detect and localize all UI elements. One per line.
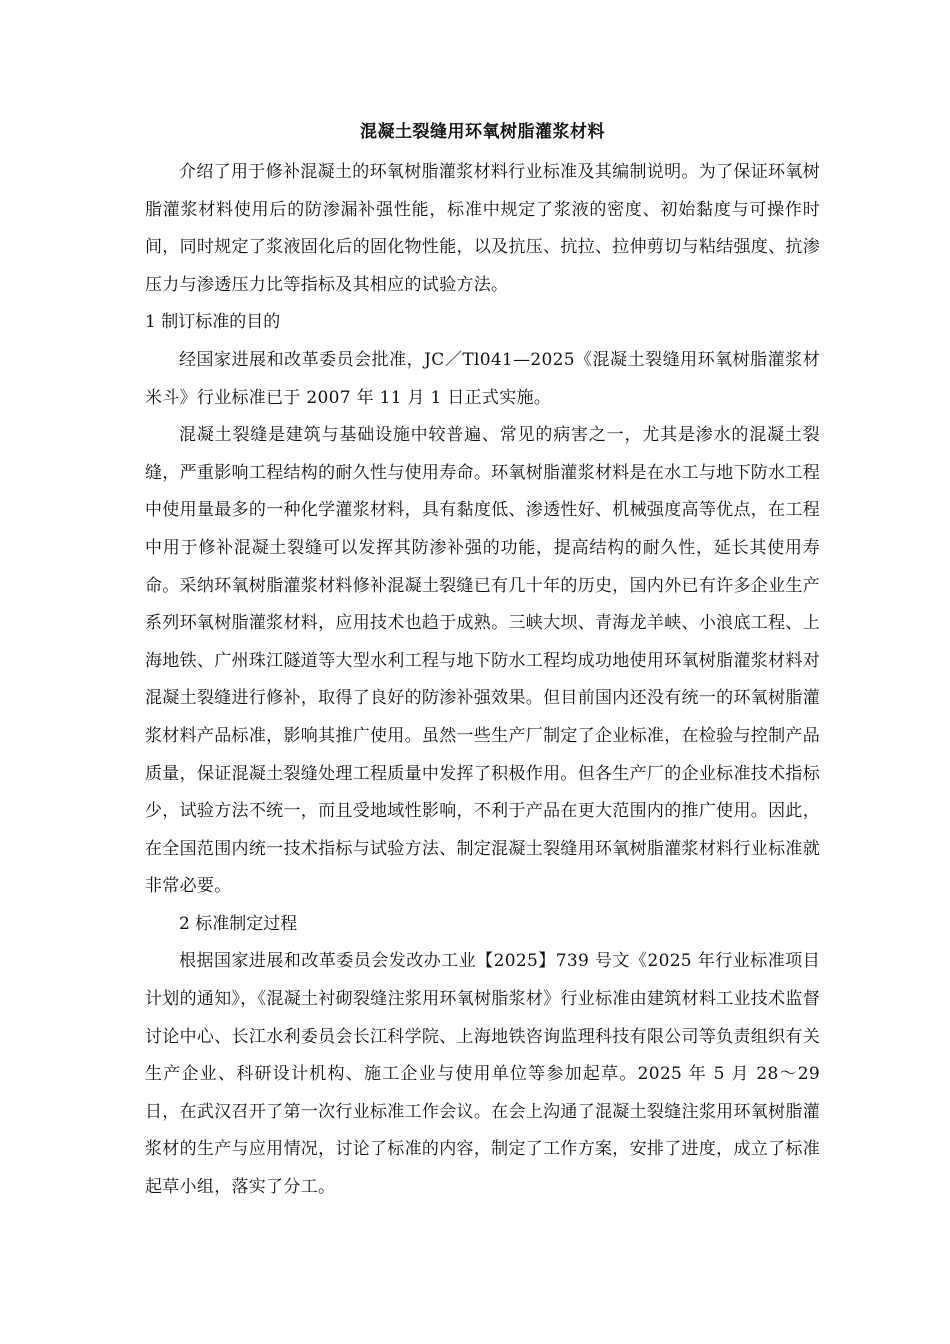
section-1-paragraph-2: 混凝土裂缝是建筑与基础设施中较普遍、常见的病害之一，尤其是渗水的混凝土裂缝，严重影响工程结构的耐久性与使用寿命。环氧树脂灌浆材料是在水工与地下防水工程中使用量最多的一种化学灌浆材料，具有黏度低、渗透性好、机械强度高等优点，在工程中用于修补混凝土裂缝可以发挥其防渗补强的功能，提高结构的耐久性，延长其使用寿命。采纳环氧树脂灌浆材料修补混凝土裂缝已有几十年的历史，国内外已有许多企业生产系列环氧树脂灌浆材料，应用技术也趋于成熟。三峡大坝、青海龙羊峡、小浪底工程、上海地铁、广州珠江隧道等大型水利工程与地下防水工程均成功地使用环氧树脂灌浆材料对混凝土裂缝进行修补，取得了良好的防渗补强效果。但目前国内还没有统一的环氧树脂灌浆材料产品标准，影响其推广使用。虽然一些生产厂制定了企业标准，在检验与控制产品质量，保证混凝土裂缝处理工程质量中发挥了积极作用。但各生产厂的企业标准技术指标少，试验方法不统一，而且受地域性影响，不利于产品在更大范围内的推广使用。因此，在全国范围内统一技术指标与试验方法、制定混凝土裂缝用环氧树脂灌浆材料行业标准就非常必要。 [145,425,820,897]
abstract-paragraph: 介绍了用于修补混凝土的环氧树脂灌浆材料行业标准及其编制说明。为了保证环氧树脂灌浆材料使用后的防渗漏补强性能，标准中规定了浆液的密度、初始黏度与可操作时间，同时规定了浆液固化后的固化物性能，以及抗压、抗拉、拉伸剪切与粘结强度、抗渗压力与渗透压力比等指标及其相应的试验方法。 [145,162,820,295]
section-1-heading: 1 制订标准的目的 [145,312,281,333]
section-2-paragraph-1: 根据国家进展和改革委员会发改办工业【2025】739 号文《2025 年行业标准项目计划的通知》，《混凝土衬砌裂缝注浆用环氧树脂浆材》行业标准由建筑材料工业技术监督讨论中心、长江水利委员会长江科学院、上海地铁咨询监理科技有限公司等负责组织有关生产企业、科研设计机构、施工企业与使用单位等参加起草。2025 年 5 月 28～29 日，在武汉召开了第一次行业标准工作会议。在会上沟通了混凝土裂缝注浆用环氧树脂灌浆材的生产与应用情况，讨论了标准的内容，制定了工作方案，安排了进度，成立了标准起草小组，落实了分工。 [145,951,820,1198]
section-2-heading: 2 标准制定过程 [179,913,298,934]
section-1-paragraph-1: 经国家进展和改革委员会批准，JC／Tl041—2025《混凝土裂缝用环氧树脂灌浆材米斗》行业标准已于 2007 年 11 月 1 日正式实施。 [145,349,820,408]
document-title: 混凝土裂缝用环氧树脂灌浆材料 [360,122,605,142]
document-page [145,118,820,1207]
